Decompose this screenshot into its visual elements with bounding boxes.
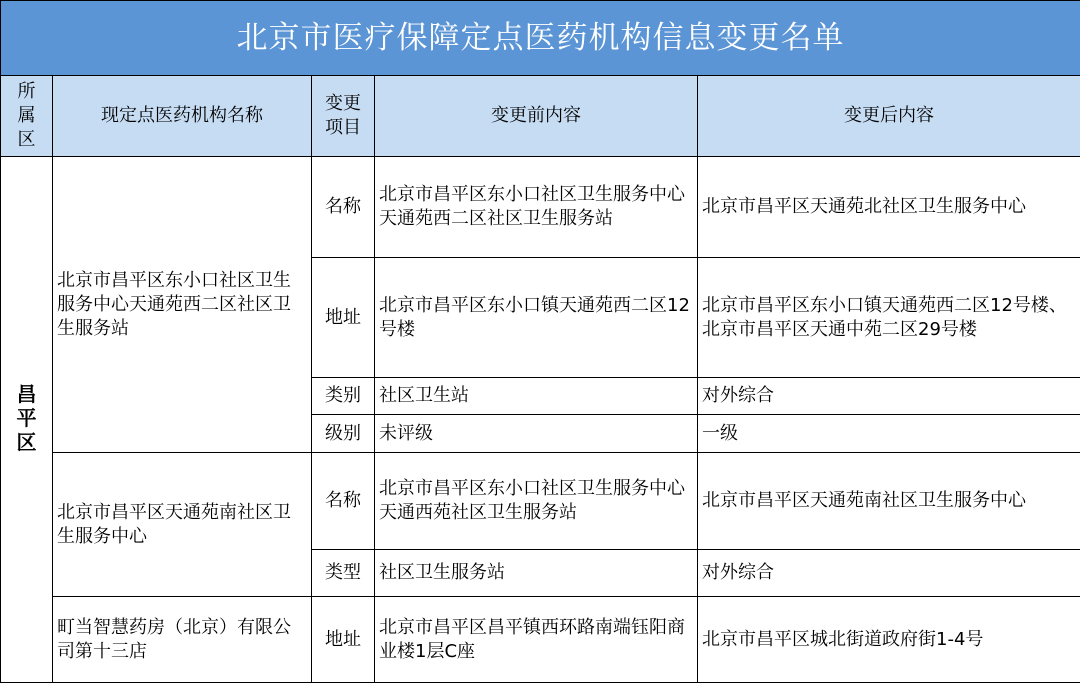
header-item: 变更项目 — [312, 76, 375, 157]
change-item: 名称 — [312, 453, 375, 550]
change-item: 类型 — [312, 550, 375, 597]
change-after: 对外综合 — [698, 378, 1080, 415]
table-title: 北京市医疗保障定点医药机构信息变更名单 — [1, 1, 1080, 76]
change-before: 未评级 — [375, 415, 698, 453]
table-row — [1, 453, 1080, 550]
header-row — [1, 76, 1080, 157]
change-item: 地址 — [312, 597, 375, 683]
change-before: 社区卫生站 — [375, 378, 698, 415]
change-after: 北京市昌平区天通苑北社区卫生服务中心 — [698, 157, 1080, 258]
header-institution: 现定点医药机构名称 — [53, 76, 312, 157]
change-before: 北京市昌平区东小口镇天通苑西二区12号楼 — [375, 258, 698, 378]
institution-name: 北京市昌平区东小口社区卫生服务中心天通苑西二区社区卫生服务站 — [53, 157, 312, 453]
table-row — [1, 157, 1080, 258]
header-before: 变更前内容 — [375, 76, 698, 157]
change-item: 名称 — [312, 157, 375, 258]
change-before: 北京市昌平区东小口社区卫生服务中心天通西苑社区卫生服务站 — [375, 453, 698, 550]
institution-name: 町当智慧药房（北京）有限公司第十三店 — [53, 597, 312, 683]
table-row — [1, 597, 1080, 683]
change-item: 地址 — [312, 258, 375, 378]
change-item: 级别 — [312, 415, 375, 453]
change-item: 类别 — [312, 378, 375, 415]
change-after: 对外综合 — [698, 550, 1080, 597]
district-cell: 昌平区 — [1, 157, 53, 683]
change-after: 北京市昌平区天通苑南社区卫生服务中心 — [698, 453, 1080, 550]
change-before: 北京市昌平区昌平镇西环路南端钰阳商业楼1层C座 — [375, 597, 698, 683]
header-after: 变更后内容 — [698, 76, 1080, 157]
change-before: 社区卫生服务站 — [375, 550, 698, 597]
change-before: 北京市昌平区东小口社区卫生服务中心天通苑西二区社区卫生服务站 — [375, 157, 698, 258]
change-after: 一级 — [698, 415, 1080, 453]
change-after: 北京市昌平区城北街道政府街1-4号 — [698, 597, 1080, 683]
change-after: 北京市昌平区东小口镇天通苑西二区12号楼、北京市昌平区天通中苑二区29号楼 — [698, 258, 1080, 378]
institution-name: 北京市昌平区天通苑南社区卫生服务中心 — [53, 453, 312, 597]
header-district: 所属区 — [1, 76, 53, 157]
